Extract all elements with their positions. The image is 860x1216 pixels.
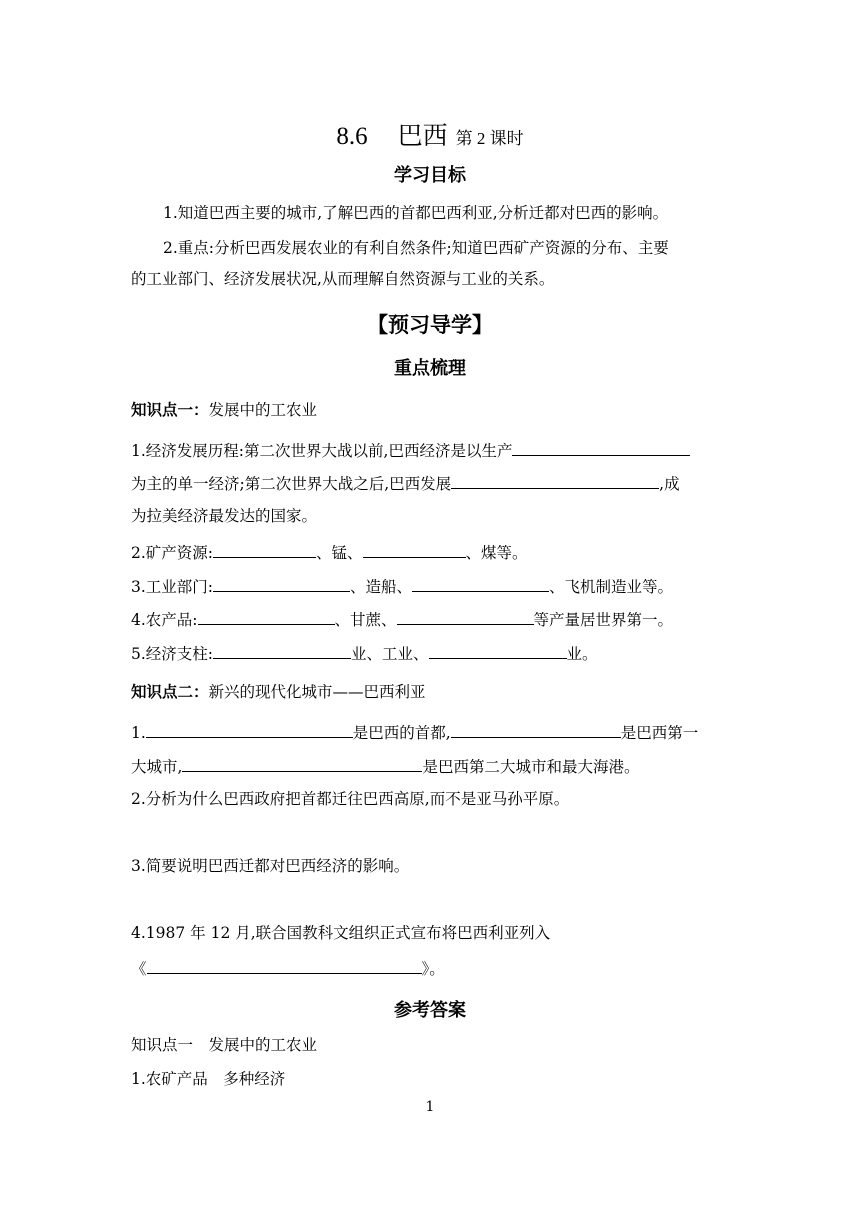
- kp1-q1-line2: [131, 472, 680, 494]
- kp2-q1-text: 是巴西的首都,: [352, 724, 451, 742]
- kp1-q2-text: 、锰、: [316, 544, 363, 562]
- kp1-heading: [131, 400, 317, 420]
- answer-blank[interactable]: [451, 721, 621, 738]
- kp1-q1-text: 1.经济发展历程:第二次世界大战以前,巴西经济是以生产: [131, 442, 513, 460]
- page-number: 1: [425, 1099, 435, 1115]
- kp1-q2-text: 、煤等。: [465, 544, 528, 562]
- kp2-q3: 3.简要说明巴西迁都对巴西经济的影响。: [131, 857, 410, 875]
- kp1-q4: [131, 608, 673, 630]
- kp1-q3-text: 、造船、: [350, 578, 413, 596]
- kp1-q4-text: 等产量居世界第一。: [533, 611, 674, 629]
- answer-blank[interactable]: [213, 642, 351, 659]
- kp1-q1-text: 为主的单一经济;第二次世界大战之后,巴西发展: [131, 475, 452, 493]
- answer-blank[interactable]: [412, 575, 549, 592]
- kp1-q3-text: 、飞机制造业等。: [549, 578, 674, 596]
- kp2-q1-line1: [131, 721, 698, 743]
- kp2-label: 知识点二：: [131, 683, 209, 701]
- preview-subheading: 重点梳理: [394, 358, 466, 379]
- answer-blank[interactable]: [397, 608, 534, 625]
- answer-blank[interactable]: [429, 642, 567, 659]
- objective-2-line2: 的工业部门、经济发展状况,从而理解自然资源与工业的关系。: [131, 270, 555, 288]
- kp2-q1-text: 是巴西第一: [620, 724, 699, 742]
- answer-blank[interactable]: [147, 957, 422, 974]
- answer-blank[interactable]: [182, 755, 422, 772]
- kp1-q1-line1: [131, 439, 690, 461]
- answers-line1: 知识点一 发展中的工农业: [131, 1036, 318, 1054]
- kp1-label: 知识点一：: [131, 401, 209, 419]
- objective-2-line1: 2.重点:分析巴西发展农业的有利自然条件;知道巴西矿产资源的分布、主要: [163, 239, 669, 257]
- answer-blank[interactable]: [213, 575, 350, 592]
- kp2-q2: 2.分析为什么巴西政府把首都迁往巴西高原,而不是亚马孙平原。: [131, 790, 570, 808]
- kp1-q3: [131, 575, 673, 597]
- answer-blank[interactable]: [363, 541, 466, 558]
- preview-heading: 【预习导学】: [367, 313, 493, 337]
- kp1-q4-text: 4.农产品:: [131, 611, 198, 629]
- kp2-title: 新兴的现代化城市——巴西利亚: [208, 683, 426, 701]
- title-number: 8.6: [336, 123, 368, 150]
- kp2-q4-line2: [131, 957, 445, 979]
- page-title: [0, 116, 860, 152]
- answer-blank[interactable]: [512, 439, 690, 456]
- kp2-q1-text: 大城市,: [131, 758, 183, 776]
- answers-line2: 1.农矿产品 多种经济: [131, 1070, 286, 1088]
- answers-heading: 参考答案: [394, 1000, 466, 1021]
- answer-blank[interactable]: [198, 608, 335, 625]
- kp1-q2-text: 2.矿产资源:: [131, 544, 214, 562]
- answer-blank[interactable]: [213, 541, 316, 558]
- kp1-q5-text: 5.经济支柱:: [131, 645, 214, 663]
- answer-blank[interactable]: [451, 472, 659, 489]
- kp2-q1-text: 是巴西第二大城市和最大海港。: [422, 758, 640, 776]
- objectives-heading: 学习目标: [394, 165, 466, 186]
- answer-blank[interactable]: [146, 721, 353, 738]
- kp1-q3-text: 3.工业部门:: [131, 578, 214, 596]
- kp2-q1-text: 1.: [131, 724, 146, 742]
- kp1-q5-text: 业、工业、: [351, 645, 429, 663]
- kp2-q4-text: 《: [131, 960, 147, 978]
- kp2-heading: [131, 682, 426, 702]
- kp1-title: 发展中的工农业: [208, 401, 318, 419]
- kp2-q1-line2: [131, 755, 639, 777]
- kp1-q4-text: 、甘蔗、: [334, 611, 397, 629]
- kp2-q4-text: 》。: [421, 960, 445, 978]
- title-sub: 第 2 课时: [455, 129, 524, 148]
- kp2-q4-line1: 4.1987 年 12 月,联合国教科文组织正式宣布将巴西利亚列入: [131, 924, 551, 942]
- kp1-q5: [131, 642, 598, 664]
- kp1-q1-line3: 为拉美经济最发达的国家。: [131, 507, 318, 525]
- objective-1: 1.知道巴西主要的城市,了解巴西的首都巴西利亚,分析迁都对巴西的影响。: [163, 204, 669, 222]
- title-main: 巴西: [397, 123, 448, 150]
- kp1-q1-text: ,成: [659, 475, 680, 493]
- kp1-q2: [131, 541, 528, 563]
- kp1-q5-text: 业。: [566, 645, 598, 663]
